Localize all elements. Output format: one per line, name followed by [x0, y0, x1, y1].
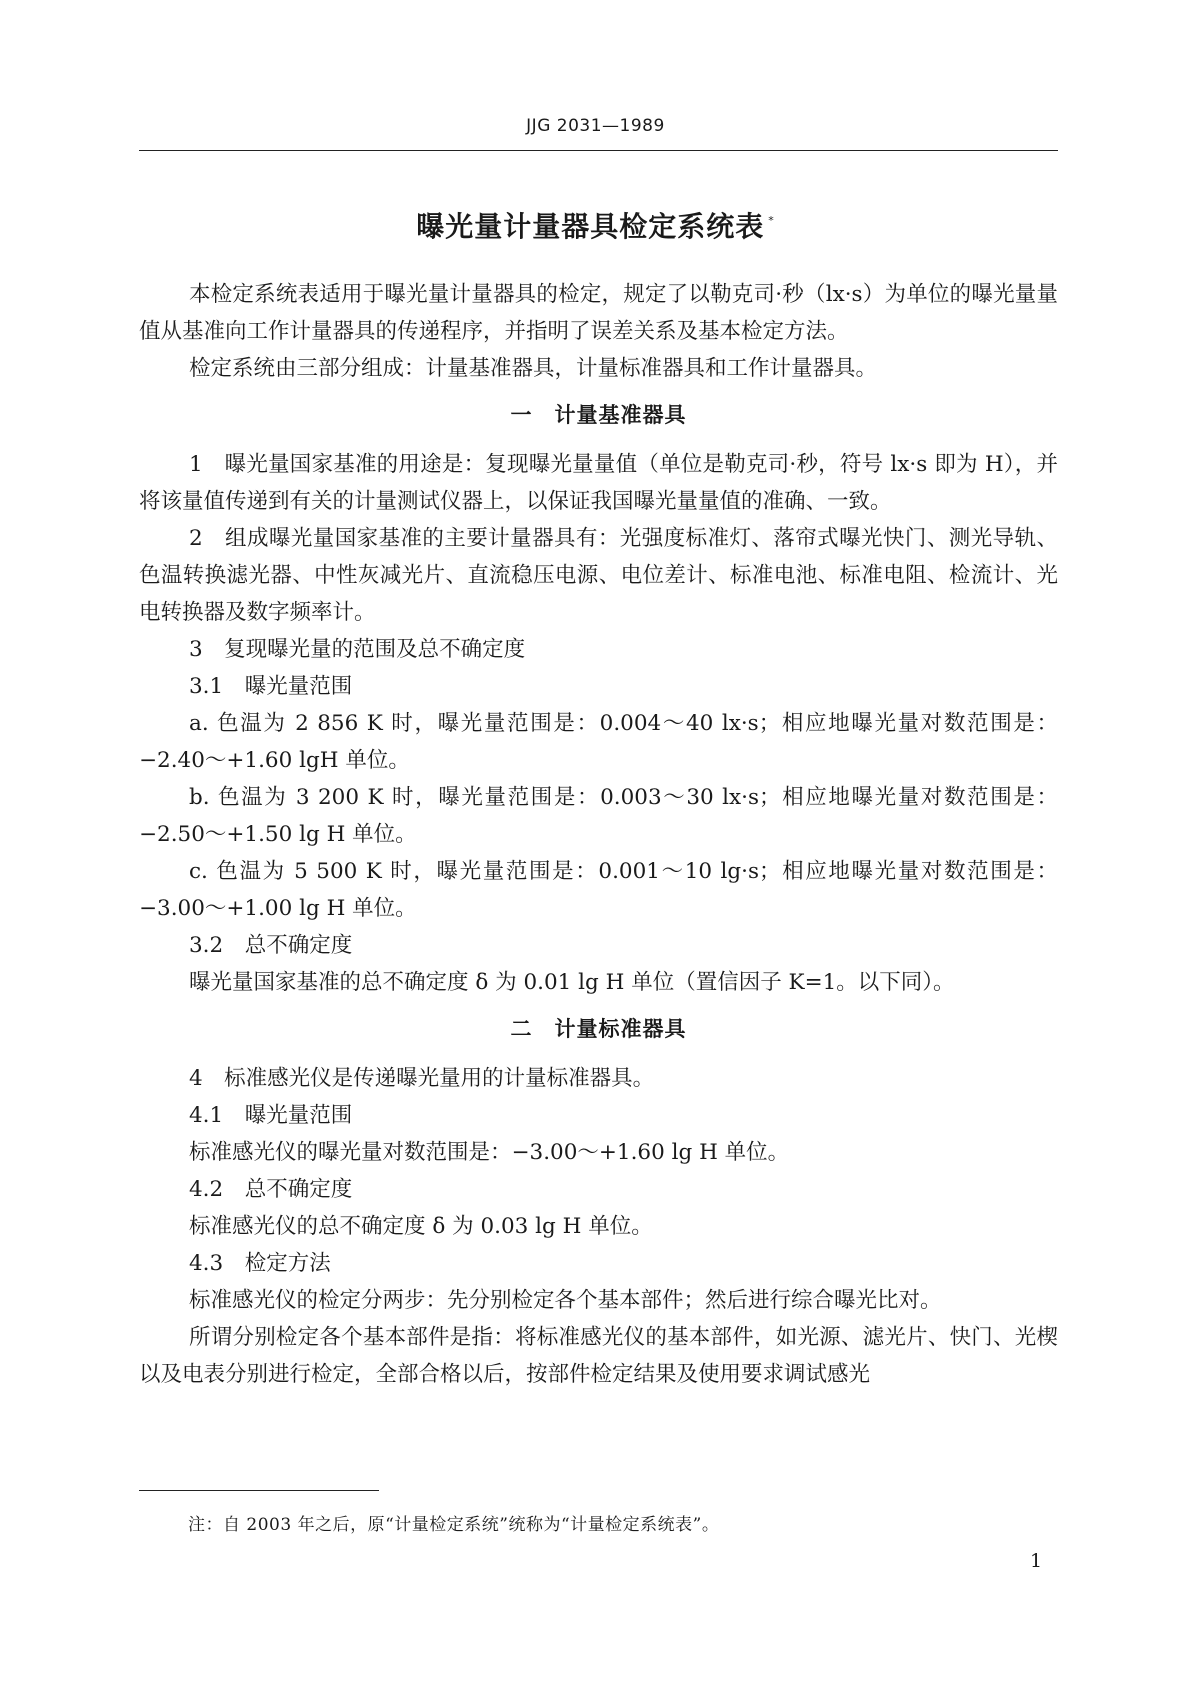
clause-3-2-text: 曝光量国家基准的总不确定度 δ 为 0.01 lg H 单位（置信因子 K=1。以下同）。: [189, 970, 955, 995]
document-body: [139, 276, 1058, 1393]
clause-3-1: 3.1 曝光量范围: [189, 674, 353, 699]
clause-4: 4 标准感光仪是传递曝光量用的计量标准器具。: [189, 1066, 655, 1091]
intro-paragraph-2: 检定系统由三部分组成：计量基准器具，计量标准器具和工作计量器具。: [189, 356, 878, 381]
footnote: 注：自 2003 年之后，原“计量检定系统”统称为“计量检定系统表”。: [188, 1515, 720, 1535]
section-heading-2: 二 计量标准器具: [510, 1017, 687, 1041]
clause-4-3-text: 标准感光仪的检定分两步：先分别检定各个基本部件；然后进行综合曝光比对。: [189, 1288, 942, 1313]
page-number: 1: [1030, 1550, 1043, 1572]
clause-3-1-c: c. 色温为 5 500 K 时，曝光量范围是：0.001～10 lg·s；相应地曝光量对数范围是：−3.00～+1.00 lg H 单位。: [139, 859, 1058, 921]
clause-3-2: 3.2 总不确定度: [189, 933, 353, 958]
clause-3-1-a: a. 色温为 2 856 K 时，曝光量范围是：0.004～40 lx·s；相应地曝光量对数范围是：−2.40～+1.60 lgH 单位。: [139, 711, 1058, 773]
header-rule: [139, 150, 1058, 151]
footnote-rule: [139, 1490, 379, 1491]
section-heading-1: 一 计量基准器具: [510, 403, 687, 427]
document-title: [0, 205, 1191, 245]
clause-3-1-b: b. 色温为 3 200 K 时，曝光量范围是：0.003～30 lx·s；相应地曝光量对数范围是：−2.50～+1.50 lg H 单位。: [139, 785, 1058, 847]
clause-2: 2 组成曝光量国家基准的主要计量器具有：光强度标准灯、落帘式曝光快门、测光导轨、色温转换滤光器、中性灰减光片、直流稳压电源、电位差计、标准电池、标准电阻、检流计、光电转换器及数字频率计。: [139, 526, 1058, 625]
clause-4-3-more: 所谓分别检定各个基本部件是指：将标准感光仪的基本部件，如光源、滤光片、快门、光楔以及电表分别进行检定，全部合格以后，按部件检定结果及使用要求调试感光: [139, 1325, 1058, 1387]
clause-3: 3 复现曝光量的范围及总不确定度: [189, 637, 526, 662]
title-text: 曝光量计量器具检定系统表: [416, 210, 765, 243]
clause-1: 1 曝光量国家基准的用途是：复现曝光量量值（单位是勒克司·秒，符号 lx·s 即为 H），并将该量值传递到有关的计量测试仪器上，以保证我国曝光量量值的准确、一致。: [139, 452, 1058, 514]
title-footnote-mark: *: [768, 214, 775, 227]
intro-paragraph-1: 本检定系统表适用于曝光量计量器具的检定，规定了以勒克司·秒（lx·s）为单位的曝光量量值从基准向工作计量器具的传递程序，并指明了误差关系及基本检定方法。: [139, 282, 1058, 344]
clause-4-1-text: 标准感光仪的曝光量对数范围是：−3.00～+1.60 lg H 单位。: [189, 1140, 790, 1165]
running-header: JJG 2031—1989: [526, 116, 665, 136]
clause-4-2: 4.2 总不确定度: [189, 1177, 353, 1202]
clause-4-2-text: 标准感光仪的总不确定度 δ 为 0.03 lg H 单位。: [189, 1214, 653, 1239]
clause-4-1: 4.1 曝光量范围: [189, 1103, 353, 1128]
clause-4-3: 4.3 检定方法: [189, 1251, 331, 1276]
